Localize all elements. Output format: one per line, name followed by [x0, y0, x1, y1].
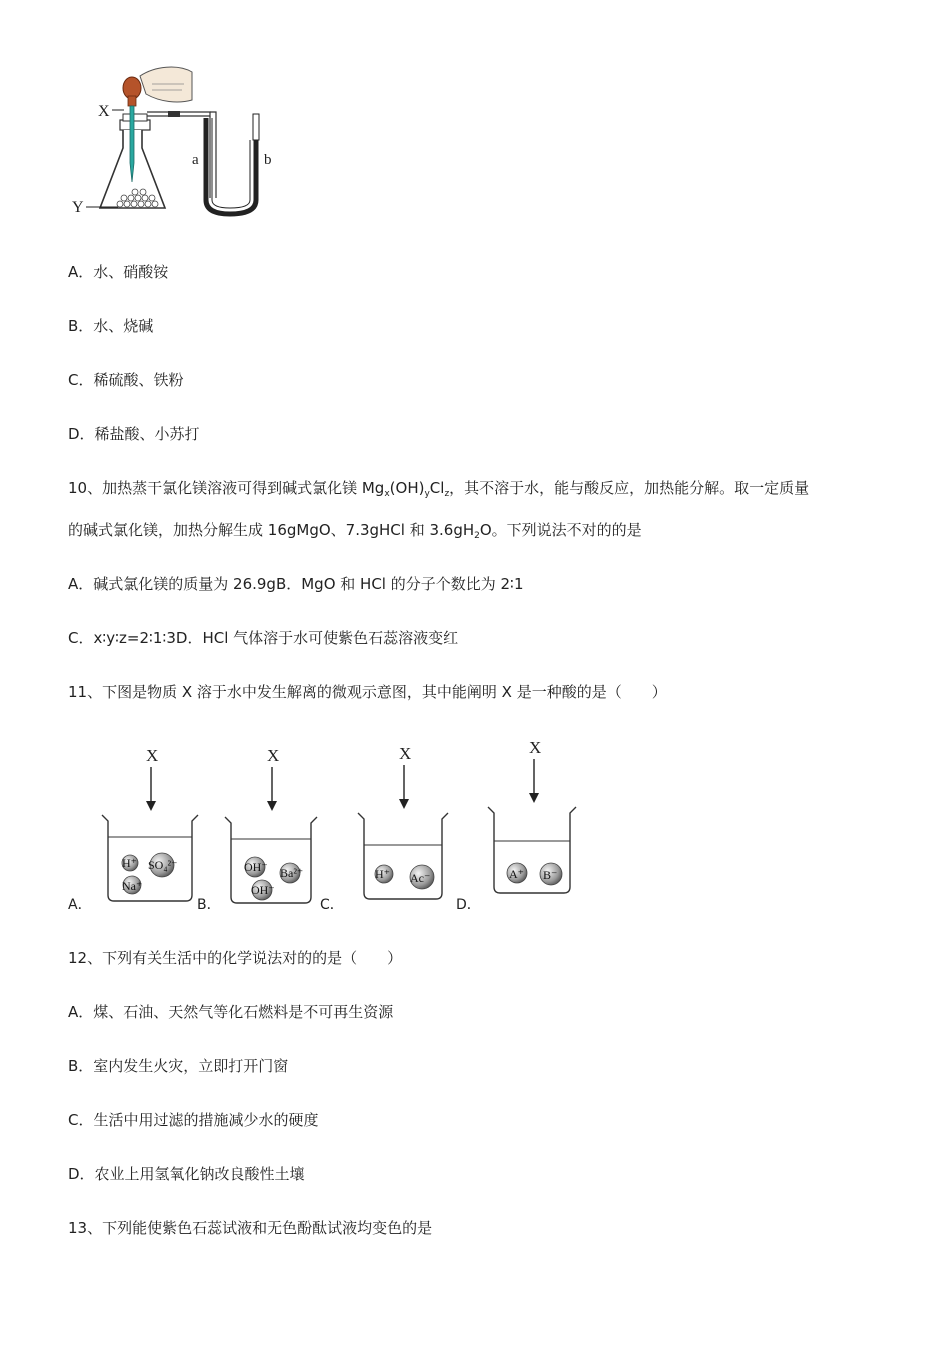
q11-beakers-figure	[60, 735, 620, 915]
beaker-c-x: X	[399, 744, 412, 763]
q10-option-ab: A．碱式氯化镁的质量为 26.9gB．MgO 和 HCl 的分子个数比为 2∶1	[68, 575, 524, 593]
q9-option-d: D．稀盐酸、小苏打	[68, 425, 200, 443]
ion-a-1: H⁺	[122, 856, 137, 870]
q11-stem: 11、下图是物质 X 溶于水中发生解离的微观示意图，其中能阐明 X 是一种酸的是（ ）	[68, 683, 667, 701]
ion-b-1: OH⁻	[244, 860, 268, 874]
apparatus-figure	[60, 58, 320, 228]
q10-stem-line1: 10、加热蒸干氯化镁溶液可得到碱式氯化镁 $Mg_x(OH)_yCl_z$，其不溶于水，能与酸反应，加热能分解。取一定质量	[68, 479, 810, 499]
ion-d-1: A⁺	[509, 867, 524, 881]
beaker-b-x: X	[267, 746, 280, 765]
q12-option-c: C．生活中用过滤的措施减少水的硬度	[68, 1111, 319, 1129]
beaker-c	[358, 744, 448, 899]
beaker-letter-d: D．	[456, 897, 481, 913]
ion-c-2: Ac⁻	[410, 871, 431, 885]
q9-option-a: A．水、硝酸铵	[68, 263, 169, 281]
ion-c-1: H⁺	[375, 867, 390, 881]
label-x: X	[98, 103, 110, 120]
q10-stem-line2: 的碱式氯化镁，加热分解生成 16gMgO、7.3gHCl 和 $3.6gH_2O$。下列说法不对的的是	[68, 521, 642, 541]
beaker-d	[488, 738, 576, 893]
q12-stem: 12、下列有关生活中的化学说法对的的是（ ）	[68, 949, 403, 967]
beaker-a	[102, 746, 198, 901]
beaker-letter-a: A．	[68, 897, 92, 913]
label-a: a	[192, 152, 199, 168]
q10-option-cd: C．x∶y∶z=2∶1∶3D．HCl 气体溶于水可使紫色石蕊溶液变红	[68, 629, 459, 647]
q9-option-b: B．水、烧碱	[68, 317, 154, 335]
ion-b-2: Ba²⁺	[280, 866, 304, 880]
beaker-a-x: X	[146, 746, 159, 765]
q13-stem: 13、下列能使紫色石蕊试液和无色酚酞试液均变色的是	[68, 1219, 433, 1237]
label-b: b	[264, 152, 272, 168]
beaker-d-x: X	[529, 738, 542, 757]
ion-a-2: SO₄²⁻	[148, 858, 178, 872]
beaker-b	[225, 746, 317, 903]
q12-option-b: B．室内发生火灾，立即打开门窗	[68, 1057, 289, 1075]
ion-b-3: OH⁻	[251, 883, 275, 897]
beaker-letter-c: C．	[320, 897, 344, 913]
label-y: Y	[72, 199, 84, 216]
q12-option-d: D．农业上用氢氧化钠改良酸性土壤	[68, 1165, 305, 1183]
q12-option-a: A．煤、石油、天然气等化石燃料是不可再生资源	[68, 1003, 394, 1021]
ion-a-3: Na⁺	[122, 879, 143, 893]
beaker-letter-b: B．	[197, 897, 221, 913]
q9-option-c: C．稀硫酸、铁粉	[68, 371, 184, 389]
ion-d-2: B⁻	[543, 868, 558, 882]
